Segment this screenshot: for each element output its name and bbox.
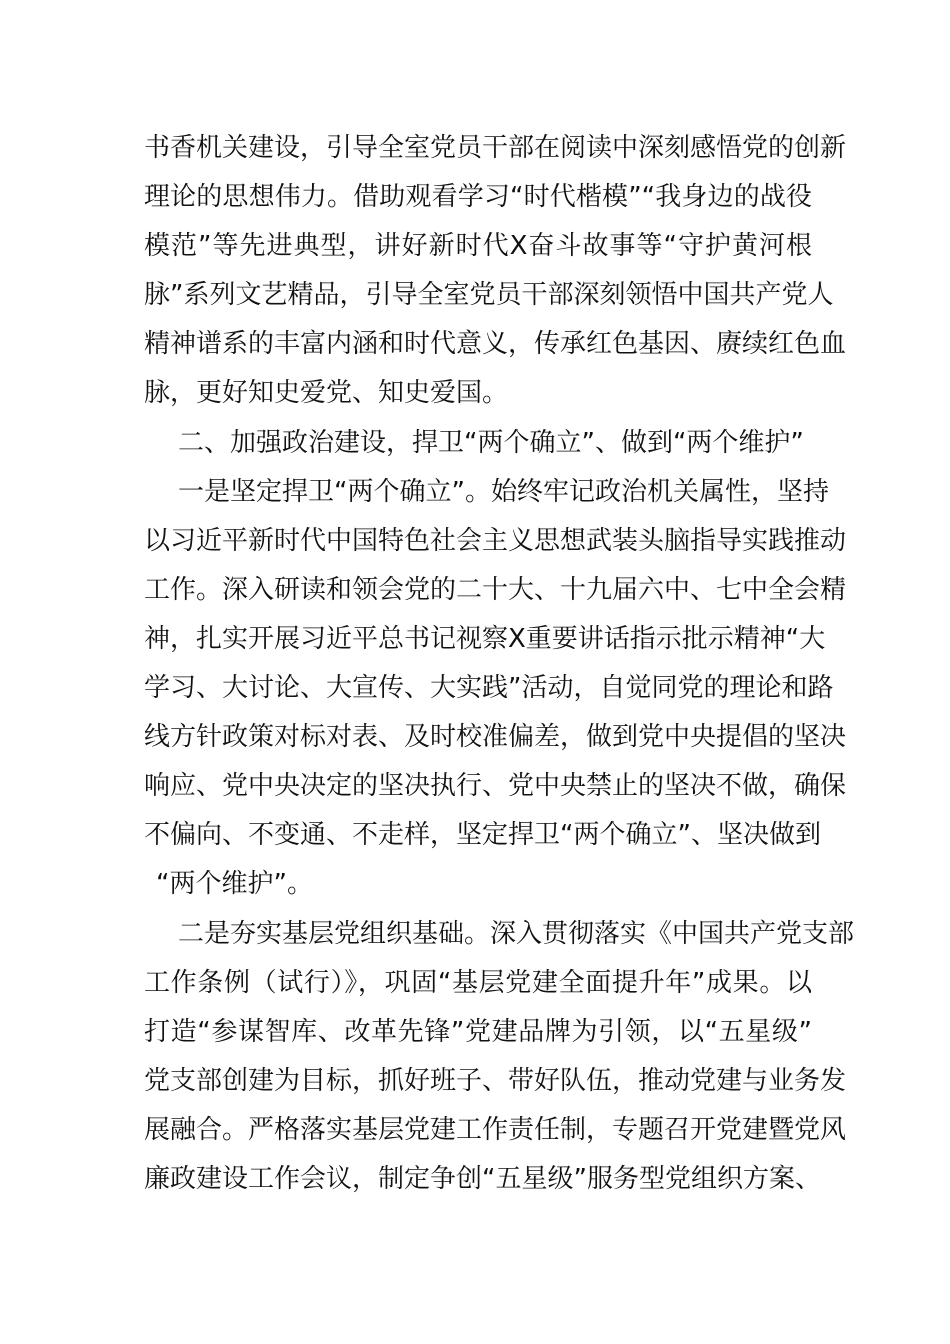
paragraph-line: 工作条例（试行）》，巩固“基层党建全面提升年”成果。以 bbox=[144, 967, 812, 998]
paragraph-line: 神，扎实开展习近平总书记视察X重要讲话指示批示精神“大 bbox=[144, 623, 826, 654]
paragraph-line: 响应、党中央决定的坚决执行、党中央禁止的坚决不做，确保 bbox=[144, 771, 847, 802]
paragraph-line: 线方针政策对标对表、及时校准偏差，做到党中央提倡的坚决 bbox=[144, 722, 847, 753]
paragraph-line: 学习、大讨论、大宣传、大实践”活动，自觉同党的理论和路 bbox=[144, 673, 834, 704]
section-heading: 二、加强政治建设，捍卫“两个确立”、做到“两个维护” bbox=[178, 427, 804, 458]
paragraph-line: 脉”系列文艺精品，引导全室党员干部深刻领悟中国共产党人 bbox=[144, 280, 834, 311]
paragraph-line: 展融合。严格落实基层党建工作责任制，专题召开党建暨党风 bbox=[144, 1114, 847, 1145]
paragraph-line: 以习近平新时代中国特色社会主义思想武装头脑指导实践推动 bbox=[144, 525, 847, 556]
paragraph-line: 打造“参谋智库、改革先锋”党建品牌为引领，以“五星级” bbox=[144, 1016, 812, 1047]
paragraph-line: 二是夯实基层党组织基础。深入贯彻落实《中国共产党支部 bbox=[178, 918, 855, 949]
paragraph-line: 精神谱系的丰富内涵和时代意义，传承红色基因、赓续红色血 bbox=[144, 329, 847, 360]
paragraph-line: “两个维护”。 bbox=[156, 869, 313, 900]
document-body bbox=[144, 124, 855, 1204]
paragraph-line: 理论的思想伟力。借助观看学习“时代楷模”“我身边的战役 bbox=[144, 182, 812, 213]
paragraph-line: 一是坚定捍卫“两个确立”。始终牢记政治机关属性，坚持 bbox=[178, 476, 829, 507]
paragraph-line: 廉政建设工作会议，制定争创“五星级”服务型党组织方案、 bbox=[144, 1163, 821, 1194]
paragraph-line: 书香机关建设，引导全室党员干部在阅读中深刻感悟党的创新 bbox=[144, 133, 847, 163]
paragraph-line: 不偏向、不变通、不走样，坚定捍卫“两个确立”、坚决做到 bbox=[144, 820, 821, 851]
paragraph-line: 脉，更好知史爱党、知史爱国。 bbox=[144, 378, 509, 409]
paragraph-line: 模范”等先进典型，讲好新时代X奋斗故事等“守护黄河根 bbox=[144, 231, 812, 262]
paragraph-line: 党支部创建为目标，抓好班子、带好队伍，推动党建与业务发 bbox=[144, 1065, 847, 1096]
paragraph-line: 工作。深入研读和领会党的二十大、十九届六中、七中全会精 bbox=[144, 574, 847, 605]
